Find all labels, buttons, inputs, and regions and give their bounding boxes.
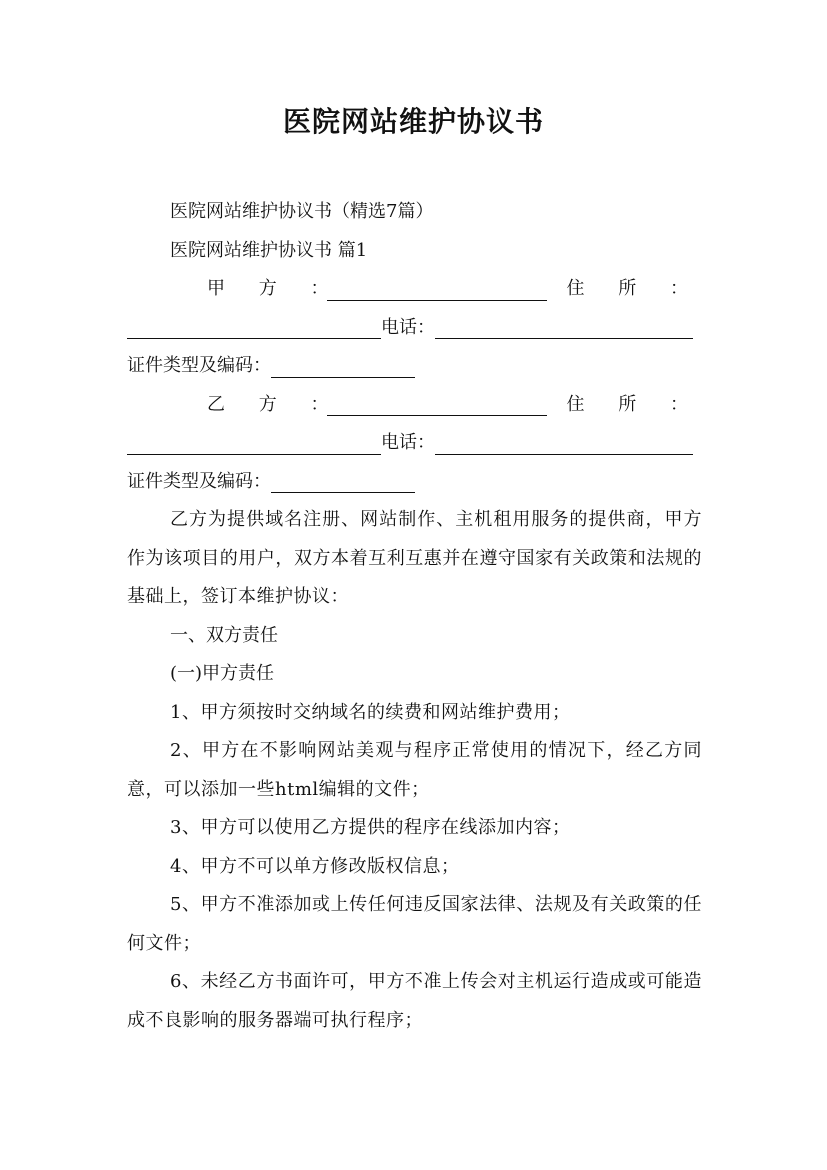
party-b-address-field[interactable] (127, 432, 381, 455)
party-b-contact-row (127, 424, 702, 463)
party-a-row (127, 270, 702, 309)
party-b-address-label: 住 所 ： (566, 393, 702, 415)
list-item: 4、甲方不可以单方修改版权信息； (170, 855, 460, 877)
subsection-heading: (一)甲方责任 (170, 663, 275, 684)
list-item: 5、甲方不准添加或上传任何违反国家法律、法规及有关政策的任何文件； (127, 894, 702, 954)
party-b-id-row (127, 463, 702, 502)
party-b-label: 乙 方 ： (207, 393, 343, 415)
party-a-address-field[interactable] (127, 316, 381, 339)
party-a-phone-label: 电话： (381, 316, 435, 338)
intro-paragraph: 乙方为提供域名注册、网站制作、主机租用服务的提供商，甲方作为该项目的用户，双方本着互利互惠并在遵守国家有关政策和法规的基础上，签订本维护协议： (127, 509, 702, 607)
party-b-id-field[interactable] (271, 470, 415, 493)
list-item: 6、未经乙方书面许可，甲方不准上传会对主机运行造成或可能造成不良影响的服务器端可执行程序； (127, 971, 702, 1031)
document-subtitle: 医院网站维护协议书（精选7篇） (170, 201, 434, 222)
document-title: 医院网站维护协议书 (282, 105, 544, 138)
chapter-heading: 医院网站维护协议书 篇1 (170, 239, 368, 261)
party-a-id-field[interactable] (271, 355, 415, 378)
party-a-address-label: 住 所 ： (566, 278, 702, 299)
party-b-id-label: 证件类型及编码： (127, 470, 271, 492)
document-body (127, 193, 702, 1040)
list-item: 1、甲方须按时交纳域名的续费和网站维护费用； (170, 701, 571, 723)
list-item: 3、甲方可以使用乙方提供的程序在线添加内容； (170, 817, 571, 838)
party-a-id-label: 证件类型及编码： (127, 355, 271, 376)
party-b-phone-field[interactable] (435, 432, 693, 455)
party-a-contact-row (127, 309, 702, 348)
party-b-name-field[interactable] (327, 393, 547, 416)
party-a-name-field[interactable] (327, 278, 547, 301)
party-b-row (127, 386, 702, 425)
party-a-label: 甲 方 ： (207, 278, 343, 299)
party-b-phone-label: 电话： (381, 432, 435, 453)
list-item: 2、甲方在不影响网站美观与程序正常使用的情况下，经乙方同意，可以添加一些html编辑的文件； (127, 740, 702, 800)
party-a-phone-field[interactable] (435, 316, 693, 339)
party-a-id-row (127, 347, 702, 386)
section-heading: 一、双方责任 (170, 624, 278, 646)
